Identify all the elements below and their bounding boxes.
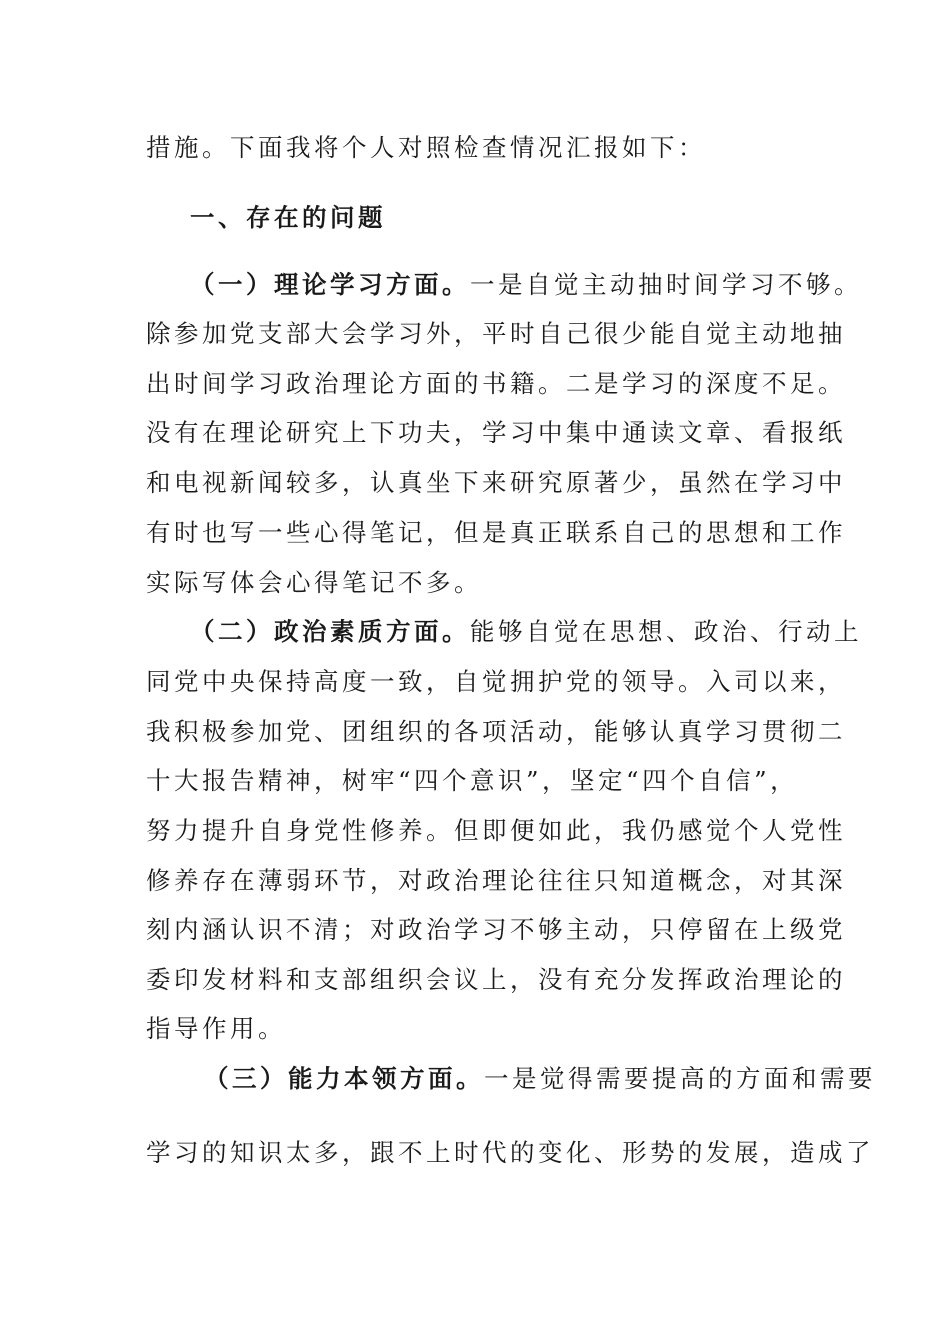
paragraph-line: 修养存在薄弱环节，对政治理论往往只知道概念，对其深: [146, 866, 846, 895]
subsection-1-first-text: 一是自觉主动抽时间学习不够。: [470, 270, 862, 299]
subsection-1-first-line: [190, 270, 862, 300]
subsection-2-first-line: [190, 617, 862, 647]
subsection-2-first-text: 能够自觉在思想、政治、行动上: [470, 617, 862, 646]
paragraph-line: 出时间学习政治理论方面的书籍。二是学习的深度不足。: [146, 369, 846, 398]
subsection-2-heading: （二）政治素质方面。: [190, 617, 470, 646]
paragraph-line: 我积极参加党、团组织的各项活动，能够认真学习贯彻二: [146, 717, 846, 746]
subsection-3-heading: （三）能力本领方面。: [204, 1064, 484, 1093]
paragraph-line: 刻内涵认识不清；对政治学习不够主动，只停留在上级党: [146, 915, 846, 944]
paragraph-line: 十大报告精神，树牢“四个意识”，坚定“四个自信”，: [146, 766, 799, 795]
section-heading: 一、存在的问题: [190, 203, 386, 232]
paragraph-line: 同党中央保持高度一致，自觉拥护党的领导。入司以来，: [146, 667, 846, 696]
paragraph-line: 实际写体会心得笔记不多。: [146, 568, 482, 597]
paragraph-line: 没有在理论研究上下功夫，学习中集中通读文章、看报纸: [146, 418, 846, 447]
subsection-1-heading: （一）理论学习方面。: [190, 270, 470, 299]
paragraph-line: 努力提升自身党性修养。但即便如此，我仍感觉个人党性: [146, 816, 846, 845]
paragraph-line: 除参加党支部大会学习外，平时自己很少能自觉主动地抽: [146, 319, 846, 348]
paragraph-line: 委印发材料和支部组织会议上，没有充分发挥政治理论的: [146, 965, 846, 994]
subsection-3-first-line: [204, 1064, 876, 1094]
paragraph-line: 指导作用。: [146, 1014, 286, 1043]
paragraph-line: 有时也写一些心得笔记，但是真正联系自己的思想和工作: [146, 518, 846, 547]
subsection-3-first-text: 一是觉得需要提高的方面和需要: [484, 1064, 876, 1093]
paragraph-line: 和电视新闻较多，认真坐下来研究原著少，虽然在学习中: [146, 468, 846, 497]
paragraph-line: 学习的知识太多，跟不上时代的变化、形势的发展，造成了: [146, 1138, 874, 1167]
intro-line: 措施。下面我将个人对照检查情况汇报如下：: [146, 133, 706, 162]
